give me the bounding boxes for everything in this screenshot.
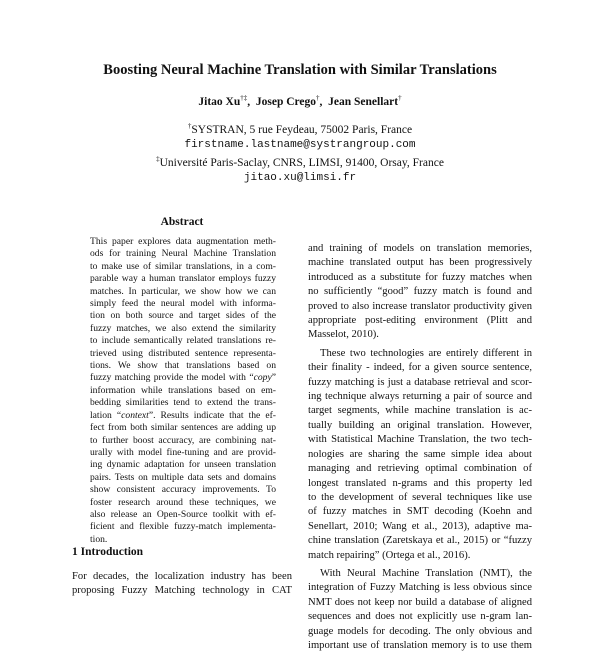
abstract-line: ing dynamic adaptation for unseen translation <box>90 459 276 471</box>
abstract-line: show consistent accuracy improvements. To <box>90 484 276 496</box>
affil-text: Université Paris-Saclay, CNRS, LIMSI, 91400, Orsay, France <box>159 156 444 169</box>
text-line: These two technologies are entirely different in <box>320 347 532 359</box>
author-affil-mark: †‡ <box>240 94 248 102</box>
abstract-line: pairs. Tests on multiple data sets and domains <box>90 471 276 483</box>
author-affil-mark: † <box>316 94 320 102</box>
abstract-line: ficient and flexible fuzzy-match implementa- <box>90 521 276 533</box>
abstract-line: tions. We show that translations based on <box>90 360 276 372</box>
abstract-line: fuzzy matching provide the model with “copy” <box>90 372 276 384</box>
abstract-line: to make use of similar translations, in a com- <box>90 260 276 272</box>
abstract-line: information while translations based on em- <box>90 384 276 396</box>
text-line: and training of models on translation memories, <box>308 243 532 254</box>
text-line: proposing Fuzzy Matching technology in CAT <box>72 585 292 597</box>
abstract-line: This paper explores data augmentation meth- <box>90 236 276 247</box>
text-line: target segments, while machine translation is ac- <box>308 405 532 417</box>
abstract-line: tion on both source and target sides of the <box>90 310 276 322</box>
affiliation-systran <box>0 122 600 136</box>
abstract-heading: Abstract <box>160 216 204 228</box>
author-affil-mark: † <box>398 94 402 102</box>
affil-text: SYSTRAN, 5 rue Feydeau, 75002 Paris, France <box>191 123 413 136</box>
text-line: no sufficiently “good” fuzzy match is found and <box>308 286 532 298</box>
text-line: of fuzzy matches in SMT decoding (Koehn and <box>308 506 532 518</box>
text-line: managing and retrieving optimal combination of <box>308 463 532 475</box>
abstract-line: to further boost accuracy, are combining nat- <box>90 434 276 446</box>
text-line: their finality - indeed, for a given source sentence, <box>308 362 532 374</box>
text-line: For decades, the localization industry has been <box>72 571 292 582</box>
text-line: ing technique always returning a pair of source and <box>308 391 532 403</box>
text-line: important use of translation memory is to use them <box>308 639 532 651</box>
affiliation-limsi <box>0 155 600 169</box>
abstract-line: ods for training Neural Machine Translation <box>90 248 276 260</box>
text-line: longest translated n-grams and this property led <box>308 477 532 489</box>
abstract-line: foster research around these techniques, we <box>90 496 276 508</box>
text-line: proved to also increase translator productivity given <box>308 300 532 312</box>
abstract-body <box>90 236 276 546</box>
body-text-right-column <box>308 242 532 653</box>
text-line: With Neural Machine Translation (NMT), the <box>320 567 532 579</box>
affil-email: firstname.lastname@systrangroup.com <box>184 139 416 151</box>
abstract-line: simply feed the neural model with informa- <box>90 298 276 310</box>
text-line: to the development of several techniques like use <box>308 491 532 503</box>
abstract-line: matches. In particular, we show how we can <box>90 285 276 297</box>
abstract-line: bedding similarities tend to extend the trans- <box>90 397 276 409</box>
paper-title: Boosting Neural Machine Translation with Similar Translations <box>103 62 497 78</box>
abstract-line: trieved using distributed sentence representa- <box>90 347 276 359</box>
text-line: guage models for decoding. The only obvious and <box>308 625 532 637</box>
abstract-line: fuzzy matches, we also extend the similarity <box>90 322 276 334</box>
author-list: Jitao Xu†‡, Josep Crego†, Jean Senellart† <box>198 94 402 108</box>
text-line: match repairing” (Ortega et al., 2016). <box>308 549 471 561</box>
abstract-line: parable way a human translator employs fuzzy <box>90 273 276 285</box>
text-line: with Statistical Machine Translation, the two tech- <box>308 434 532 446</box>
introduction-text-left <box>72 570 292 599</box>
text-line: fuzzy matching is just a database retrieval and scor- <box>308 376 532 388</box>
text-line: Senellart, 2010; Wang et al., 2013), adaptive ma- <box>308 520 532 532</box>
text-line: NMT does not keep nor build a database of aligned <box>308 596 532 608</box>
affil-mark: ‡ <box>156 155 160 163</box>
text-line: chine translation (Zaretskaya et al., 2015) or “fuzzy <box>308 535 532 547</box>
author-name: Jean Senellart <box>328 95 399 108</box>
text-line: machine translated output has been progressively <box>308 257 532 269</box>
abstract-line: urally with model fine-tuning and are provid- <box>90 446 276 458</box>
text-line: sequences and does not explicitly use n-gram lan- <box>308 611 532 623</box>
section-heading-introduction: 1 Introduction <box>72 546 144 558</box>
text-line: appropriate post-editing environment (Plitt and <box>308 315 532 327</box>
abstract-line: also release an Open-Source toolkit with ef- <box>90 508 276 520</box>
author-name: Josep Crego <box>255 95 317 108</box>
text-line: nologies are sharing the same simple idea about <box>308 448 532 460</box>
text-line: introduced as a substitute for fuzzy matches when <box>308 271 532 283</box>
text-line: Masselot, 2010). <box>308 329 379 341</box>
abstract-line: to include semantically related translations re- <box>90 335 276 347</box>
text-line: tually building an original translation. However, <box>308 419 532 431</box>
text-line: integration of Fuzzy Matching is less obvious since <box>308 582 532 594</box>
abstract-line: tion. <box>90 533 108 545</box>
affil-mark: † <box>187 122 192 130</box>
affil-email: jitao.xu@limsi.fr <box>243 172 357 184</box>
author-name: Jitao Xu <box>198 95 241 108</box>
abstract-line: fect from both similar sentences are adding up <box>90 422 276 434</box>
abstract-line: lation “context”. Results indicate that the ef- <box>90 409 276 421</box>
